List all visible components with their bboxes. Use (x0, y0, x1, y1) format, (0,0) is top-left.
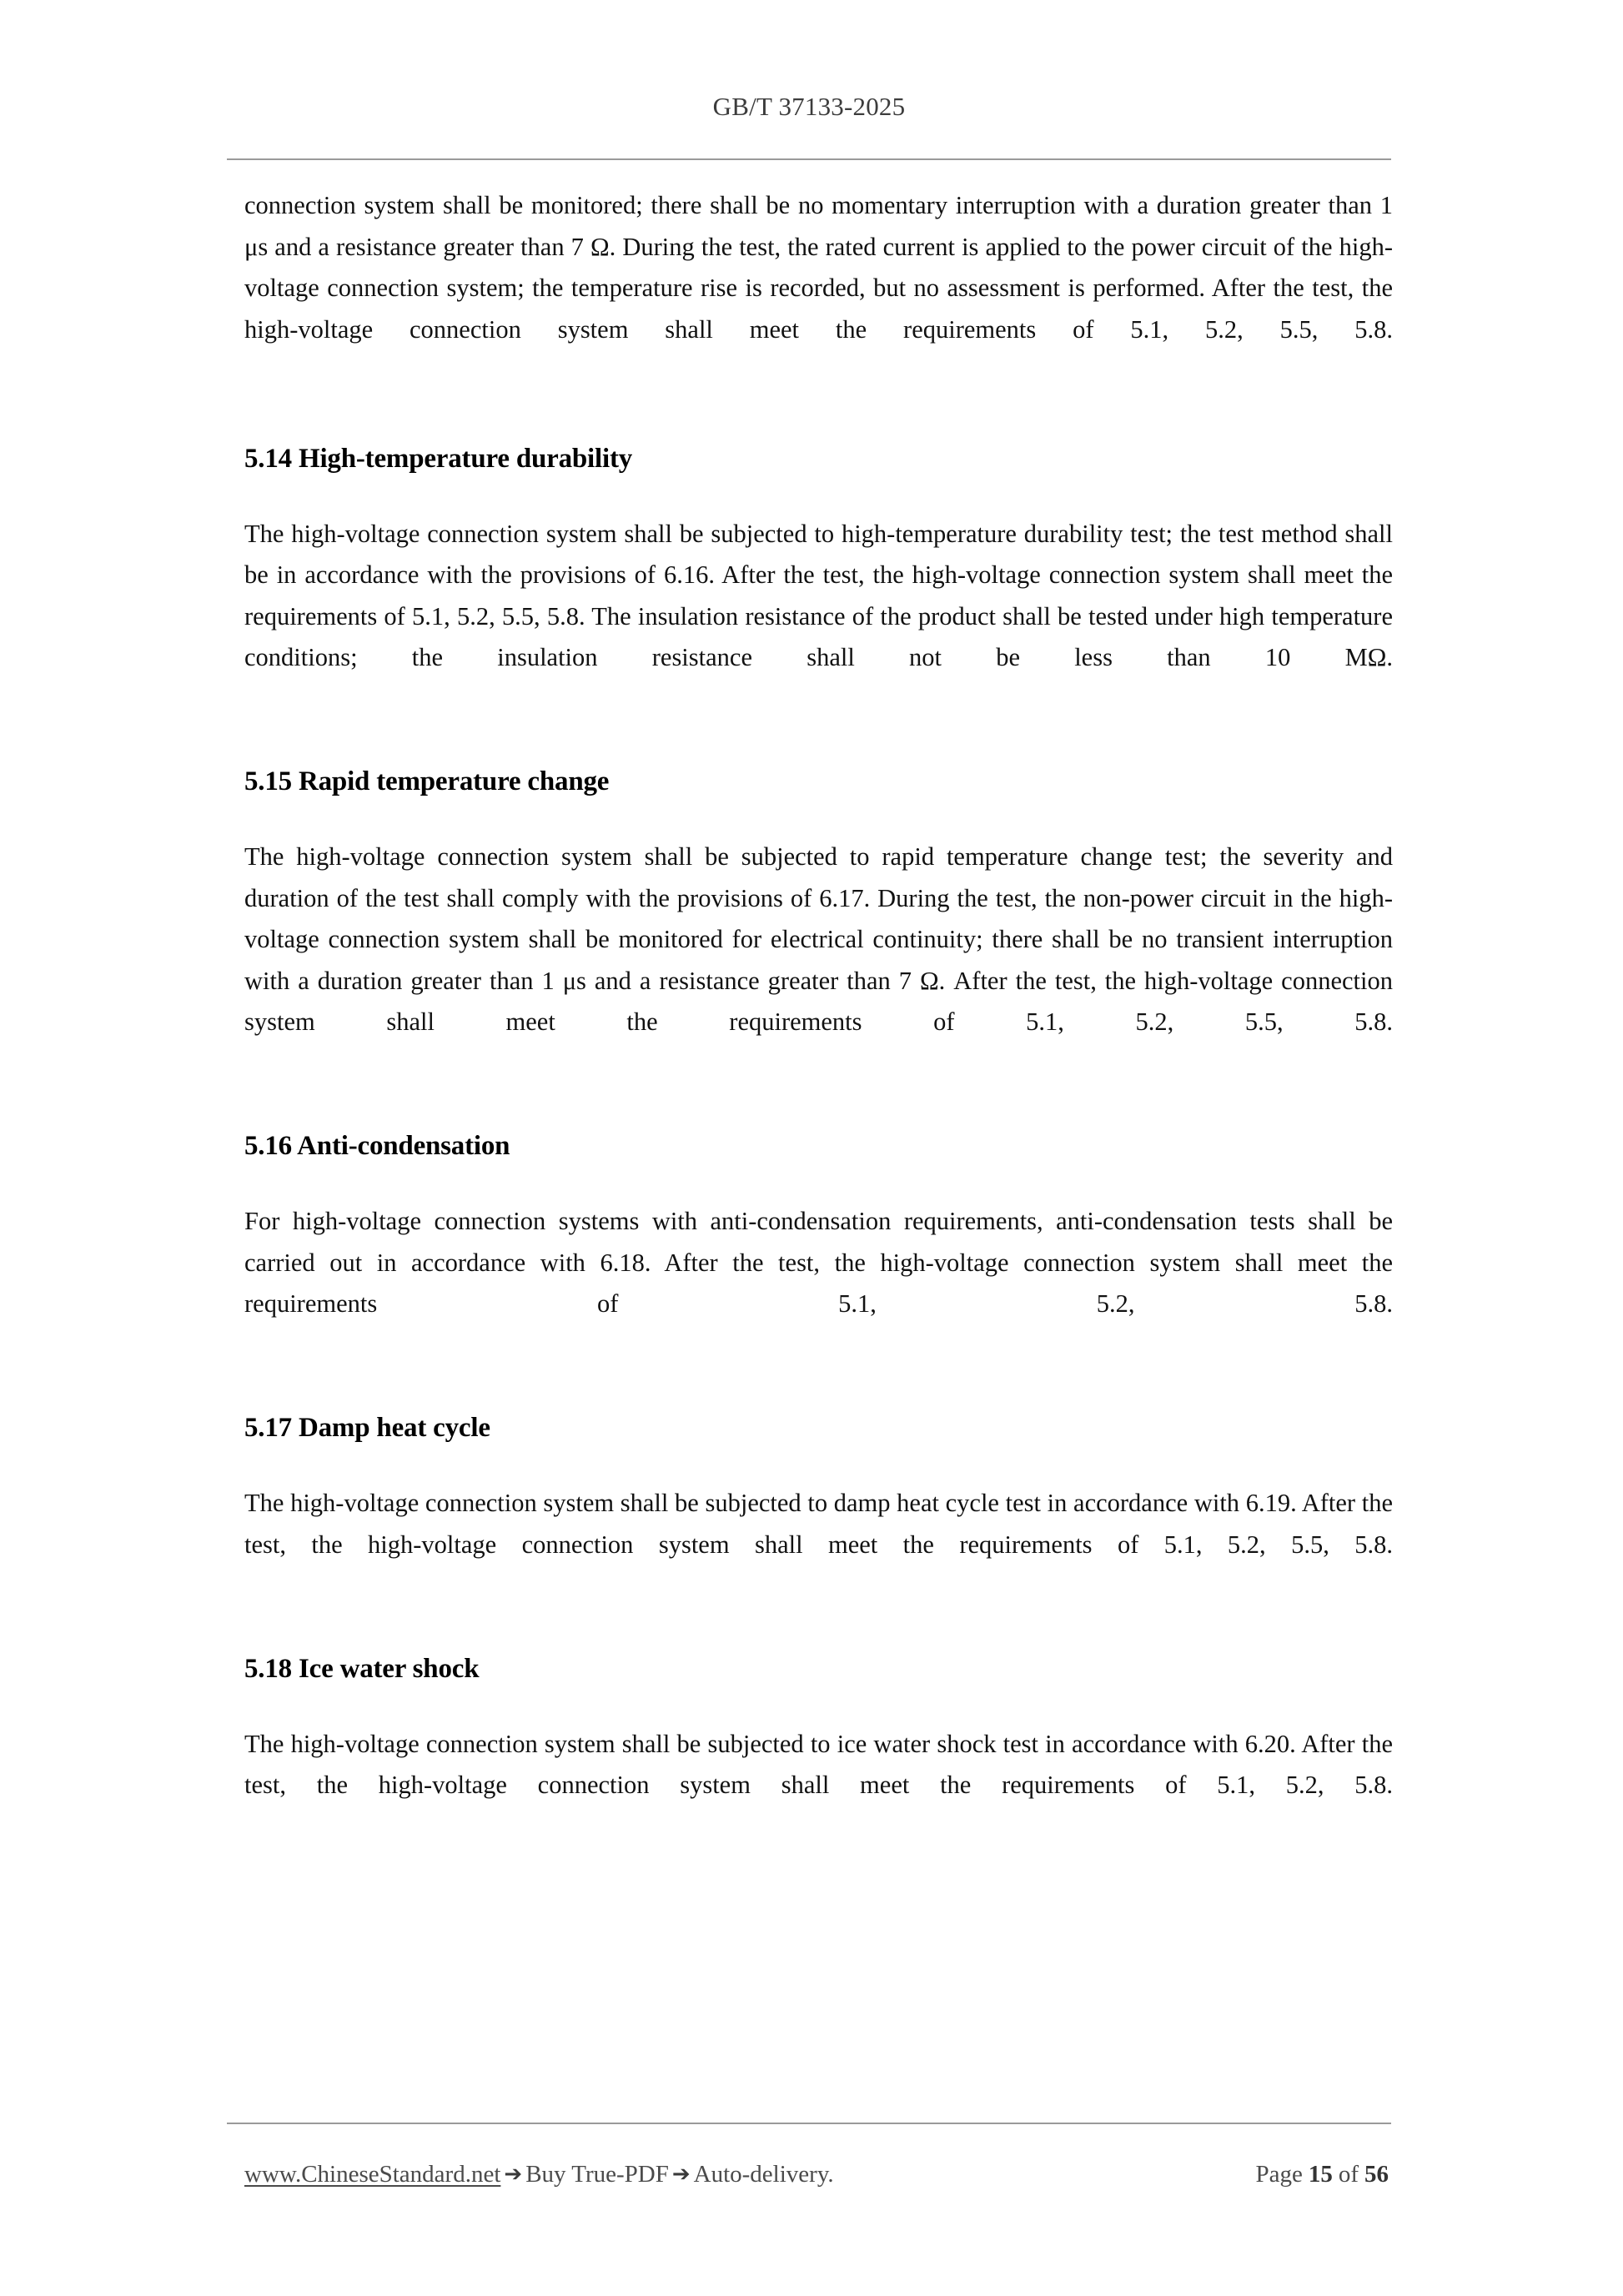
section-body-5-16: For high-voltage connection systems with anti-condensation requirements, anti-condensation tests shall be carried out in accordance with 6.18. After the test, the high-voltage connection system shall meet the requirements of 5.1, 5.2, 5.8. (244, 1207, 1393, 1318)
arrow-right-icon: ➔ (671, 2162, 691, 2187)
section-heading-5-18: 5.18 Ice water shock (244, 1653, 480, 1684)
current-page-number: 15 (1308, 2161, 1333, 2188)
section-heading-5-15: 5.15 Rapid temperature change (244, 766, 610, 796)
section-5-18 (244, 1650, 1393, 1848)
arrow-right-icon: ➔ (504, 2162, 523, 2187)
section-5-17 (244, 1409, 1393, 1607)
header-divider (227, 158, 1391, 160)
section-heading-5-17: 5.17 Damp heat cycle (244, 1413, 490, 1443)
page-label: Page (1255, 2161, 1303, 2188)
section-5-14 (244, 440, 1393, 721)
page-header (227, 90, 1391, 123)
intro-paragraph: connection system shall be monitored; there shall be no momentary interruption with a duration greater than 1 μs and a resistance greater than 7 Ω. During the test, the rated current is applied to the power circuit of the high-voltage connection system; the temperature rise is recorded, but no assessment is performed. After the test, the high-voltage connection system shall meet the requirements of 5.1, 5.2, 5.5, 5.8. (244, 191, 1393, 344)
footer-divider (227, 2123, 1391, 2124)
spacer (244, 477, 1393, 514)
spacer (244, 1607, 1393, 1650)
page-indicator (1254, 2153, 1393, 2195)
of-label: of (1338, 2161, 1359, 2188)
section-body-5-17: The high-voltage connection system shall be subjected to damp heat cycle test in accordance with 6.19. After the test, the high-voltage connection system shall meet the requirements of 5.1, 5.2, 5.5, 5.8. (244, 1489, 1393, 1559)
footer-promo (244, 2153, 834, 2195)
page-footer (244, 2153, 1393, 2197)
spacer (244, 1687, 1393, 1724)
section-5-15 (244, 763, 1393, 1084)
spacer (244, 1446, 1393, 1483)
section-heading-5-14: 5.14 High-temperature durability (244, 443, 633, 474)
spacer (244, 1164, 1393, 1201)
footer-promo-delivery-label: Auto-delivery. (693, 2161, 834, 2188)
footer-promo-buy-label: Buy True-PDF (525, 2161, 669, 2188)
spacer (244, 1084, 1393, 1128)
section-body-5-18: The high-voltage connection system shall be subjected to ice water shock test in accordance with 6.20. After the test, the high-voltage connection system shall meet the requirements of 5.1, 5.2, 5.8. (244, 1729, 1393, 1799)
chinesestandard-link[interactable]: www.ChineseStandard.net (244, 2161, 501, 2188)
section-5-16 (244, 1128, 1393, 1366)
spacer (244, 392, 1393, 440)
section-body-5-15: The high-voltage connection system shall be subjected to rapid temperature change test; the severity and duration of the test shall comply with the provisions of 6.17. During the test, the non-power circuit in the high-voltage connection system shall be monitored for electrical continuity; there shall be no transient interruption with a duration greater than 1 μs and a resistance greater than 7 Ω. After the test, the high-voltage connection system shall meet the requirements of 5.1, 5.2, 5.5, 5.8. (244, 842, 1393, 1036)
spacer (244, 800, 1393, 837)
document-standard-code: GB/T 37133-2025 (712, 92, 906, 121)
page-content (244, 185, 1393, 1847)
spacer (244, 720, 1393, 763)
section-heading-5-16: 5.16 Anti-condensation (244, 1131, 510, 1161)
spacer (244, 1366, 1393, 1409)
total-page-count: 56 (1364, 2161, 1389, 2188)
section-body-5-14: The high-voltage connection system shall be subjected to high-temperature durability test; the test method shall be in accordance with the provisions of 6.16. After the test, the high-voltage connection system shall meet the requirements of 5.1, 5.2, 5.5, 5.8. The insulation resistance of the product shall be tested under high temperature conditions; the insulation resistance shall not be less than 10 MΩ. (244, 519, 1393, 671)
